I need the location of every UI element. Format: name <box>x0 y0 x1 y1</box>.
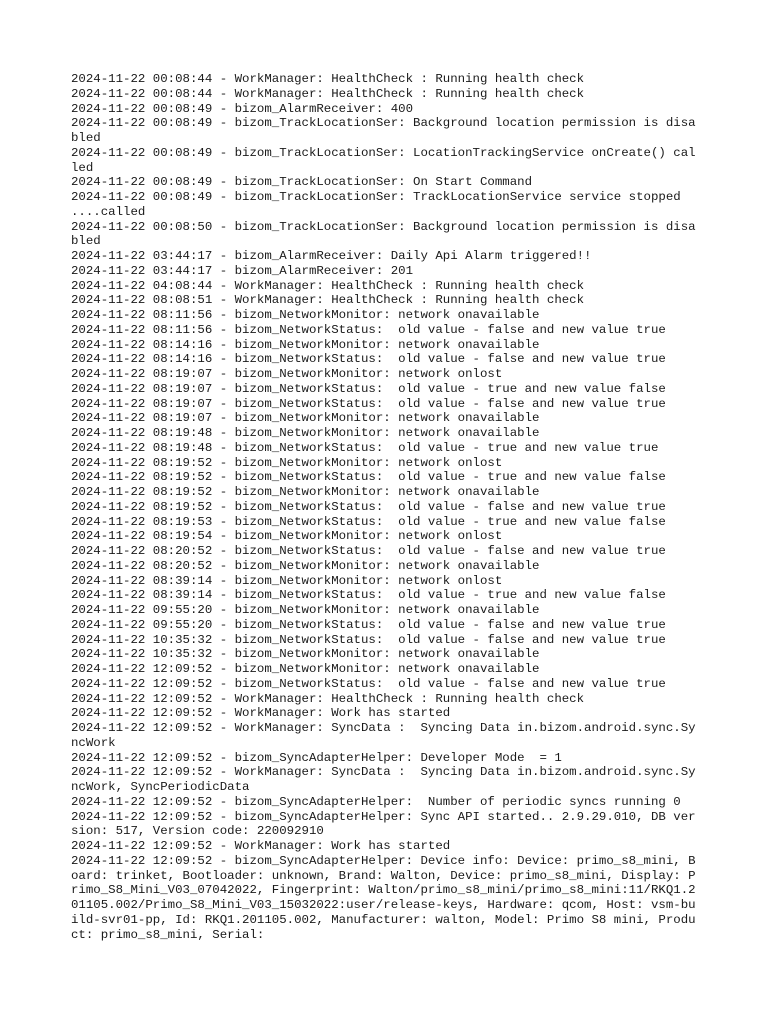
log-line: 2024-11-22 09:55:20 - bizom_NetworkMonitor: network onavailable <box>71 603 540 617</box>
log-line: 2024-11-22 08:19:52 - bizom_NetworkStatus: old value - false and new value true <box>71 499 666 514</box>
log-line: 2024-11-22 08:11:56 - bizom_NetworkStatus: old value - false and new value true <box>71 322 666 337</box>
log-line: 2024-11-22 08:14:16 - bizom_NetworkStatus: old value - false and new value true <box>71 352 666 367</box>
log-line: 2024-11-22 10:35:32 - bizom_NetworkStatus: old value - false and new value true <box>71 632 666 647</box>
log-line: 2024-11-22 08:20:52 - bizom_NetworkMonitor: network onavailable <box>71 558 540 573</box>
log-line: 2024-11-22 03:44:17 - bizom_AlarmReceiver: 201 <box>71 263 414 278</box>
log-line: 2024-11-22 08:19:52 - bizom_NetworkMonitor: network onavailable <box>71 485 540 499</box>
log-line: 2024-11-22 08:19:53 - bizom_NetworkStatus: old value - true and new value false <box>71 514 666 529</box>
log-line: 2024-11-22 08:19:48 - bizom_NetworkMonitor: network onavailable <box>71 426 540 440</box>
log-line: 2024-11-22 00:08:49 - bizom_TrackLocationSer: On Start Command <box>71 175 533 190</box>
log-line: 2024-11-22 08:19:52 - bizom_NetworkMonitor: network onlost <box>71 455 503 470</box>
log-line: 2024-11-22 00:08:44 - WorkManager: HealthCheck : Running health check <box>71 72 585 86</box>
log-line: 2024-11-22 00:08:50 - bizom_TrackLocationSer: Background location permission is disabled <box>71 219 696 249</box>
log-line: 2024-11-22 12:09:52 - bizom_SyncAdapterHelper: Sync API started.. 2.9.29.010, DB version: 517, Version code: 220092910 <box>71 809 696 839</box>
log-line: 2024-11-22 00:08:49 - bizom_TrackLocationSer: Background location permission is disabled <box>71 116 696 145</box>
log-line: 2024-11-22 08:14:16 - bizom_NetworkMonitor: network onavailable <box>71 337 540 352</box>
log-line: 2024-11-22 08:19:48 - bizom_NetworkStatus: old value - true and new value true <box>71 440 659 455</box>
log-page <box>71 72 701 942</box>
log-line: 2024-11-22 12:09:52 - WorkManager: SyncData : Syncing Data in.bizom.android.sync.SyncWork <box>71 721 696 750</box>
log-line: 2024-11-22 00:08:49 - bizom_TrackLocationSer: TrackLocationService service stopped ....called <box>71 190 689 219</box>
log-line: 2024-11-22 12:09:52 - bizom_NetworkMonitor: network onavailable <box>71 662 540 676</box>
log-line: 2024-11-22 08:39:14 - bizom_NetworkMonitor: network onlost <box>71 573 503 588</box>
log-line: 2024-11-22 00:08:49 - bizom_TrackLocationSer: LocationTrackingService onCreate() called <box>71 145 696 175</box>
log-line: 2024-11-22 08:19:07 - bizom_NetworkMonitor: network onlost <box>71 367 503 381</box>
log-line: 2024-11-22 03:44:17 - bizom_AlarmReceiver: Daily Api Alarm triggered!! <box>71 249 592 263</box>
log-line: 2024-11-22 10:35:32 - bizom_NetworkMonitor: network onavailable <box>71 647 540 662</box>
log-line: 2024-11-22 00:08:44 - WorkManager: HealthCheck : Running health check <box>71 86 585 101</box>
log-line: 2024-11-22 04:08:44 - WorkManager: HealthCheck : Running health check <box>71 278 585 293</box>
log-line: 2024-11-22 08:19:07 - bizom_NetworkStatus: old value - false and new value true <box>71 396 666 411</box>
log-line: 2024-11-22 08:19:07 - bizom_NetworkMonitor: network onavailable <box>71 411 540 426</box>
log-line: 2024-11-22 12:09:52 - bizom_SyncAdapterHelper: Developer Mode = 1 <box>71 750 562 765</box>
log-line: 2024-11-22 08:39:14 - bizom_NetworkStatus: old value - true and new value false <box>71 588 666 603</box>
log-line: 2024-11-22 12:09:52 - WorkManager: HealthCheck : Running health check <box>71 691 585 706</box>
log-line: 2024-11-22 12:09:52 - bizom_NetworkStatus: old value - false and new value true <box>71 676 666 691</box>
log-line: 2024-11-22 08:11:56 - bizom_NetworkMonitor: network onavailable <box>71 308 540 322</box>
log-line: 2024-11-22 08:19:52 - bizom_NetworkStatus: old value - true and new value false <box>71 470 666 485</box>
log-line: 2024-11-22 12:09:52 - bizom_SyncAdapterHelper: Number of periodic syncs running 0 <box>71 794 681 809</box>
log-line: 2024-11-22 08:20:52 - bizom_NetworkStatus: old value - false and new value true <box>71 544 666 558</box>
log-line: 2024-11-22 08:08:51 - WorkManager: HealthCheck : Running health check <box>71 293 585 308</box>
log-line: 2024-11-22 12:09:52 - bizom_SyncAdapterHelper: Device info: Device: primo_s8_mini, Board: trinket, Bootloader: unknown, Brand: Walton, Device: primo_s8_mini, Display: Primo_S8_Mini_V03_07042022, Fingerprint: Walton/primo_s8_mini/primo_s8_mini:11/RKQ1.201105.002/Primo_S8_Mini_V03_15032022:user/release-keys, Hardware: qcom, Host: vsm-build-svr01-pp, Id: RKQ1.201105.002, Manufacturer: walton, Model: Primo S8 mini, Product: primo_s8_mini, Serial: <box>71 853 696 942</box>
log-line: 2024-11-22 12:09:52 - WorkManager: Work has started <box>71 706 451 721</box>
log-line: 2024-11-22 08:19:07 - bizom_NetworkStatus: old value - true and new value false <box>71 381 666 396</box>
log-line: 2024-11-22 09:55:20 - bizom_NetworkStatus: old value - false and new value true <box>71 617 666 632</box>
log-line: 2024-11-22 00:08:49 - bizom_AlarmReceiver: 400 <box>71 101 414 116</box>
log-line: 2024-11-22 12:09:52 - WorkManager: SyncData : Syncing Data in.bizom.android.sync.SyncWork, SyncPeriodicData <box>71 765 696 794</box>
log-line: 2024-11-22 12:09:52 - WorkManager: Work has started <box>71 839 451 853</box>
log-line: 2024-11-22 08:19:54 - bizom_NetworkMonitor: network onlost <box>71 529 503 544</box>
log-body <box>71 72 701 942</box>
